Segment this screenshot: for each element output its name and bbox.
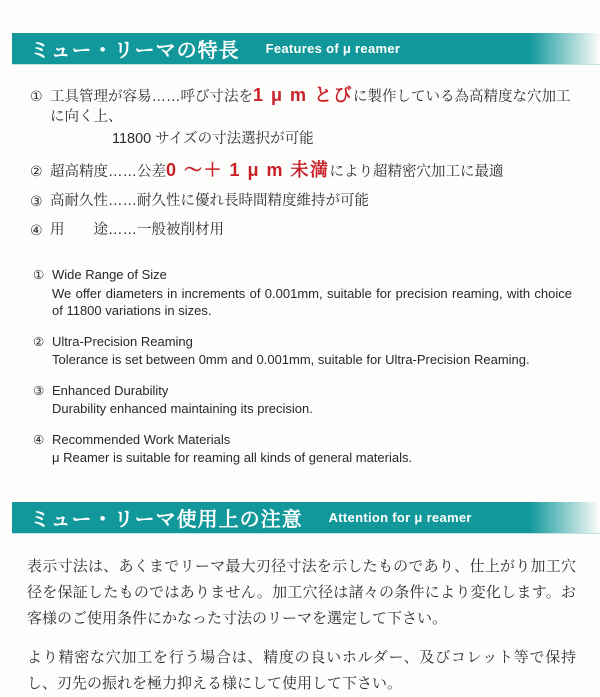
features-list-en — [33, 266, 572, 467]
feature-text: 用 途……一般被削材用 — [50, 222, 224, 238]
features-header-bar — [12, 33, 600, 64]
features-title-jp: ミュー・リーマの特長 — [30, 40, 240, 62]
attention-notes — [27, 554, 576, 697]
feature-en-body: Durability enhanced maintaining its precision. — [52, 401, 313, 416]
attention-title-jp: ミュー・リーマ使用上の注意 — [30, 508, 303, 531]
feature-text — [52, 431, 572, 467]
feature-en-title: Ultra-Precision Reaming — [52, 333, 193, 349]
feature-jp-item-3 — [30, 191, 582, 211]
attention-paragraph-2: より精密な穴加工を行う場合は、精度の良いホルダー、及びコレット等で保持し、刃先の振れを極力抑える様にして使用して下さい。 — [27, 648, 576, 692]
feature-text — [50, 161, 582, 182]
feature-number: ① — [30, 88, 43, 104]
feature-number: ③ — [33, 383, 45, 398]
feature-text-pre: 超高精度……公差 — [50, 164, 166, 180]
feature-en-item-4 — [33, 431, 572, 467]
feature-number: ② — [33, 334, 45, 349]
feature-highlight-red: 0 ～＋ 1 μ m 未満 — [166, 160, 330, 180]
feature-text-pre: 工具管理が容易……呼び寸法を — [50, 89, 253, 105]
feature-text-line2: 11800 サイズの寸法選択が可能 — [112, 131, 314, 147]
feature-number: ④ — [30, 222, 43, 238]
feature-number: ④ — [33, 432, 45, 447]
feature-number: ② — [30, 163, 43, 179]
feature-text: 高耐久性……耐久性に優れ長時間精度維持が可能 — [50, 193, 369, 209]
feature-en-title: Recommended Work Materials — [52, 431, 231, 447]
attention-title-en: Attention for μ reamer — [328, 509, 472, 525]
feature-text-post: により超精密穴加工に最適 — [329, 164, 504, 180]
feature-en-item-3 — [33, 382, 572, 418]
feature-highlight-red: 1 μ m とび — [253, 85, 354, 105]
feature-text — [50, 86, 582, 149]
attention-paragraph-1: 表示寸法は、あくまでリーマ最大刃径寸法を示したものであり、仕上がり加工穴径を保証したものではありません。加工穴径は諸々の条件により変化します。お客様のご使用条件にかなった寸法のリーマを選定して下さい。 — [27, 557, 576, 627]
feature-text — [52, 266, 572, 320]
feature-en-body: μ Reamer is suitable for reaming all kinds of general materials. — [52, 450, 413, 465]
feature-en-title: Wide Range of Size — [52, 267, 167, 282]
feature-number: ③ — [30, 193, 43, 209]
feature-en-title: Enhanced Durability — [52, 382, 169, 398]
feature-en-item-1 — [33, 266, 572, 320]
features-list-jp — [30, 86, 582, 240]
feature-jp-item-4 — [30, 220, 582, 240]
feature-en-body: Tolerance is set between 0mm and 0.001mm, suitable for Ultra-Precision Reaming. — [52, 352, 530, 367]
feature-jp-item-2 — [30, 161, 582, 182]
feature-text — [52, 333, 572, 369]
catalog-page — [0, 33, 600, 692]
feature-en-body: We offer diameters in increments of 0.001mm, suitable for precision reaming, with choice of 11800 variations in sizes. — [52, 285, 572, 318]
features-title-en: Features of μ reamer — [265, 41, 401, 56]
attention-header-bar — [12, 502, 600, 533]
feature-en-item-2 — [33, 333, 572, 369]
feature-text-post: に製作している為高精度な穴加工に向く上、 — [50, 89, 571, 125]
feature-number: ① — [33, 268, 45, 282]
feature-text — [52, 382, 572, 418]
feature-jp-item-1 — [30, 86, 582, 149]
